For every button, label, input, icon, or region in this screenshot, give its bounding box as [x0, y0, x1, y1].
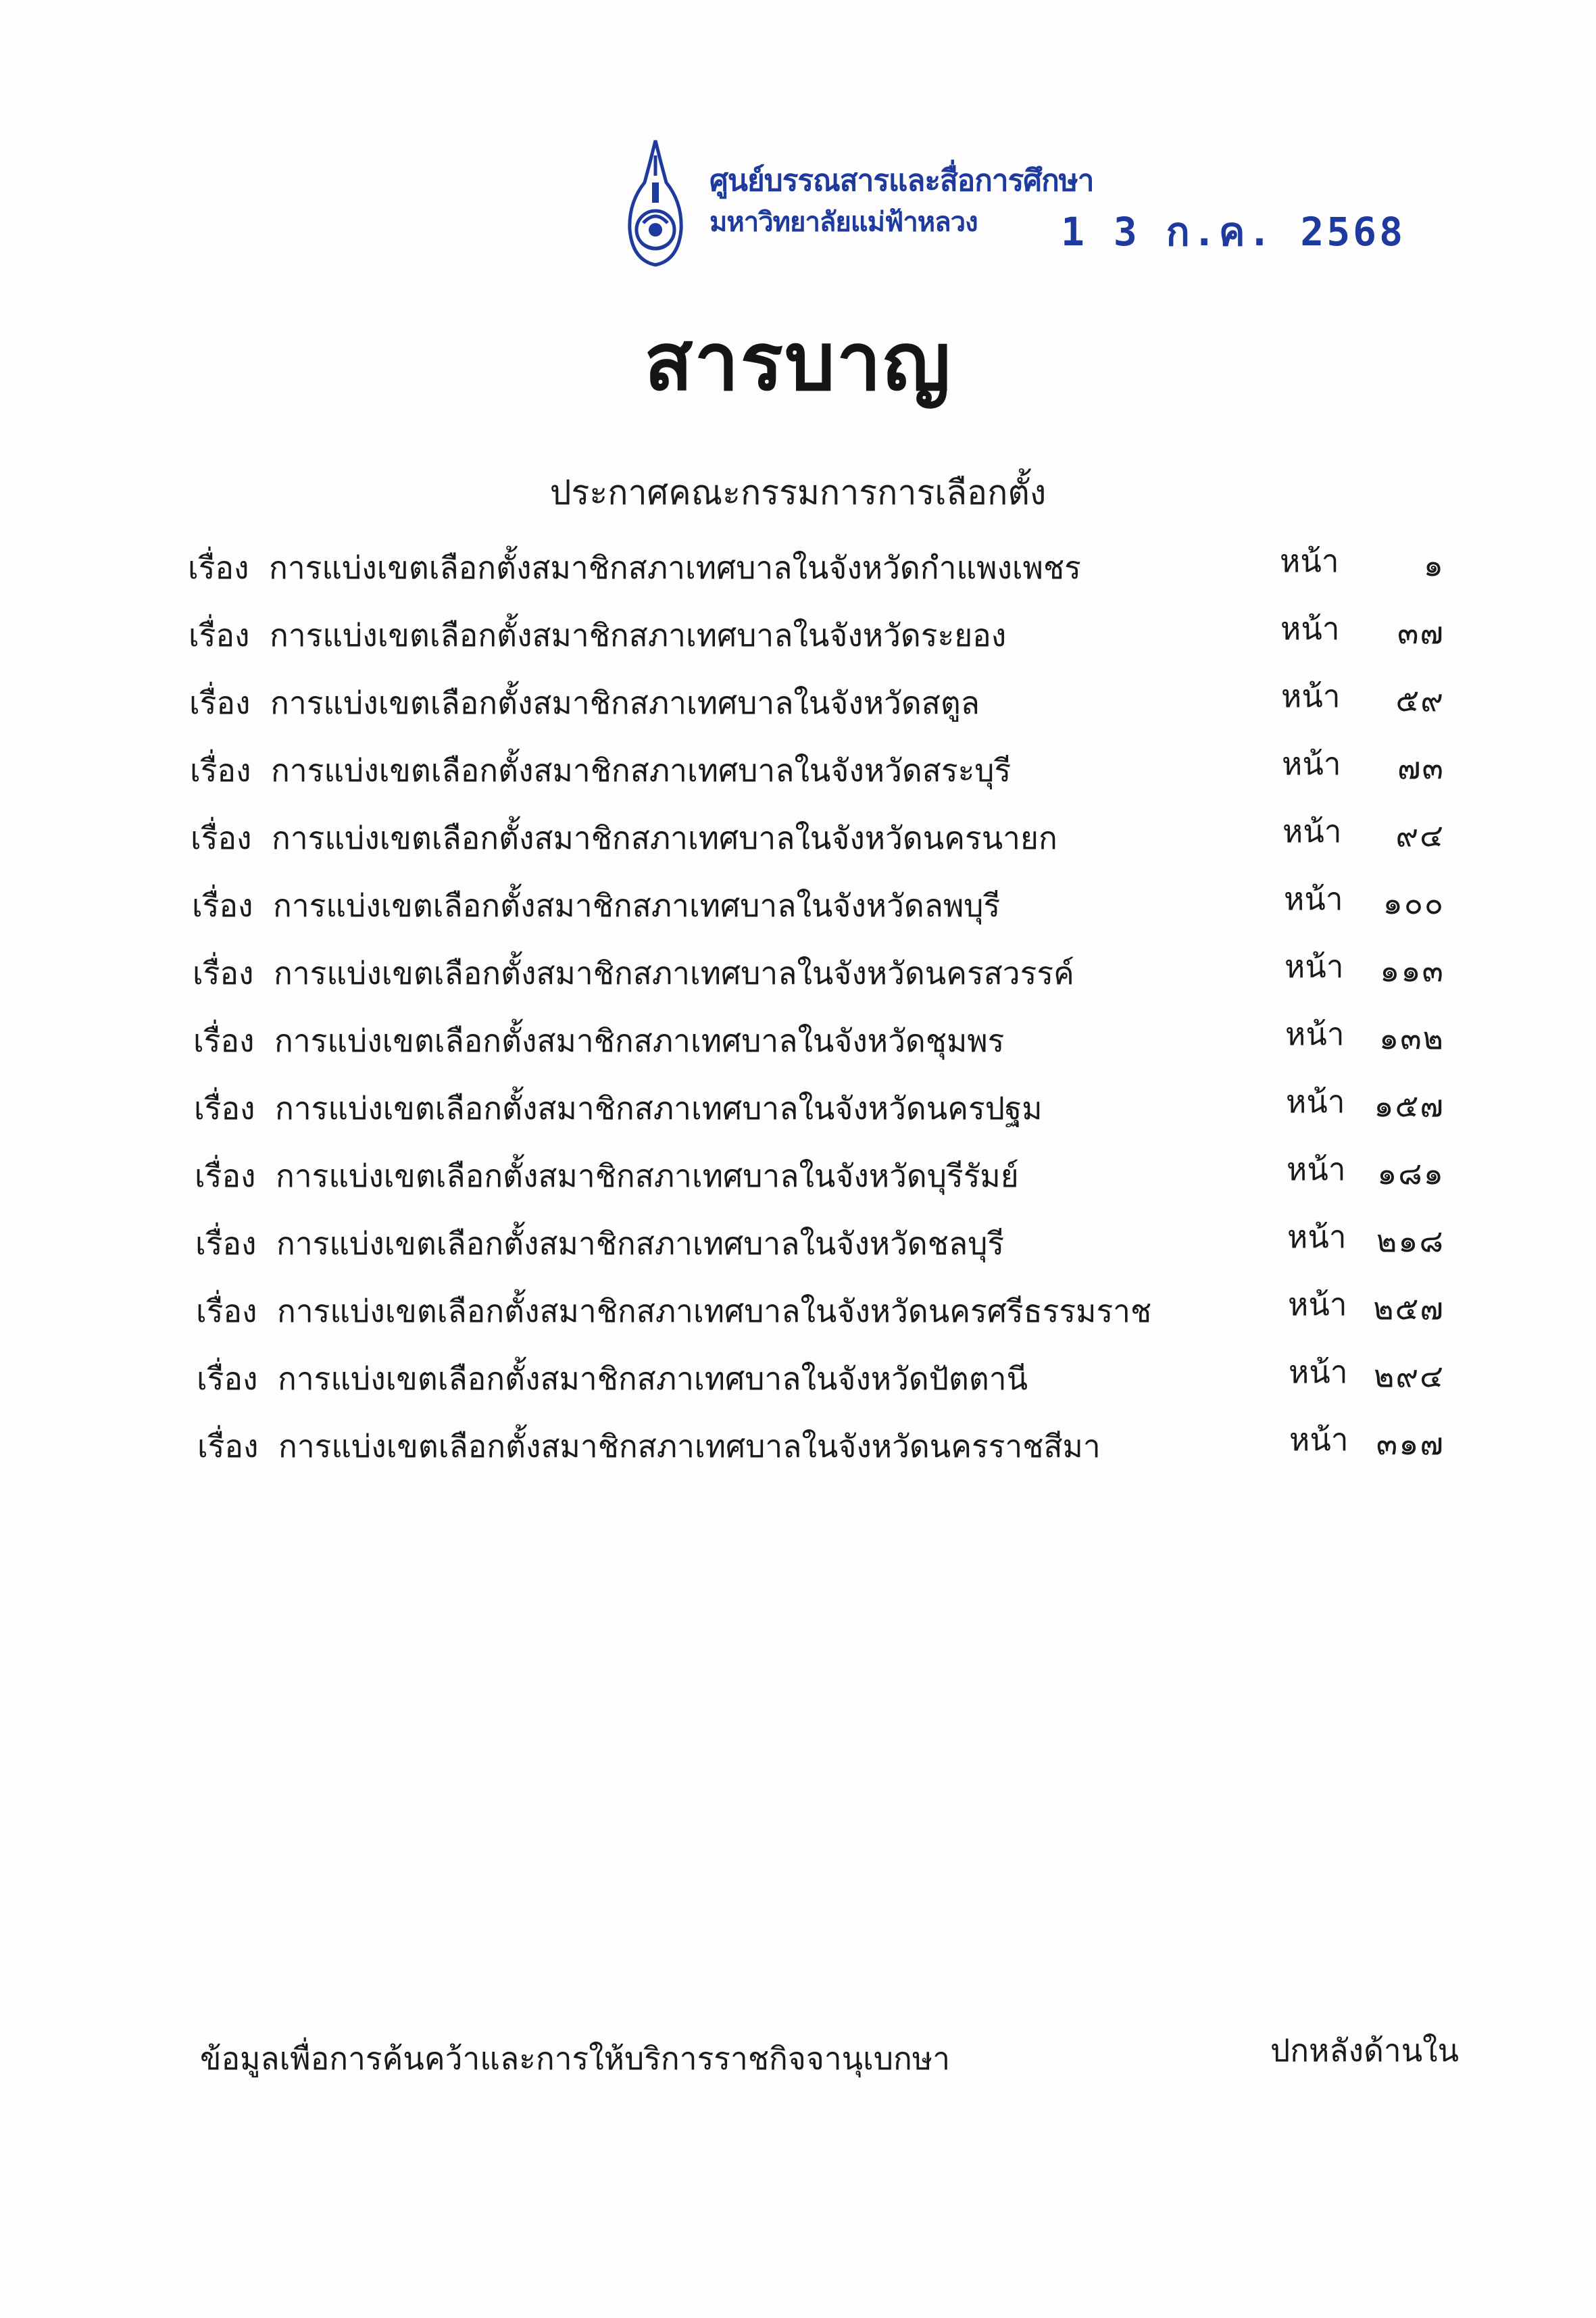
- library-stamp: [615, 135, 1406, 270]
- footer-page-position: ปกหลังด้านใน: [1270, 2032, 1460, 2069]
- toc-entry-title: การแบ่งเขตเลือกตั้งสมาชิกสภาเทศบาลในจังหวัดสระบุรี: [271, 752, 1012, 789]
- toc-entry-page-number: ๑๐๐: [1382, 885, 1445, 921]
- toc-entry-page-number: ๗๓: [1397, 749, 1445, 786]
- toc-entry-label: เรื่อง: [192, 887, 253, 924]
- toc-entry[interactable]: [195, 1210, 1458, 1277]
- toc-entry-page-number: ๕๙: [1395, 682, 1445, 718]
- toc-entry[interactable]: [190, 737, 1458, 804]
- section-subtitle: ประกาศคณะกรรมการการเลือกตั้ง: [549, 473, 1047, 512]
- toc-entry-page-number: ๑๘๑: [1377, 1155, 1445, 1191]
- toc-entry-title: การแบ่งเขตเลือกตั้งสมาชิกสภาเทศบาลในจังหวัดกำแพงเพชร: [269, 549, 1081, 586]
- toc-entry[interactable]: [188, 534, 1458, 601]
- toc-entry-page-label: หน้า: [1282, 813, 1342, 849]
- toc-entry-title: การแบ่งเขตเลือกตั้งสมาชิกสภาเทศบาลในจังหวัดบุรีรัมย์: [276, 1158, 1019, 1194]
- toc-entry-page-label: หน้า: [1281, 678, 1341, 714]
- toc-entry-page-label: หน้า: [1282, 745, 1341, 782]
- toc-entry-title: การแบ่งเขตเลือกตั้งสมาชิกสภาเทศบาลในจังหวัดสตูล: [270, 685, 980, 721]
- toc-entry-page-number: ๒๑๘: [1376, 1223, 1445, 1259]
- toc-entry-label: เรื่อง: [189, 685, 251, 721]
- toc-entry-title: การแบ่งเขตเลือกตั้งสมาชิกสภาเทศบาลในจังหวัดปัตตานี: [278, 1360, 1028, 1397]
- toc-entry-page-label: หน้า: [1284, 881, 1343, 917]
- table-of-contents: [188, 534, 1458, 1480]
- toc-entry-page-number: ๙๔: [1395, 817, 1445, 854]
- toc-entry-label: เรื่อง: [190, 752, 251, 789]
- toc-entry-title: การแบ่งเขตเลือกตั้งสมาชิกสภาเทศบาลในจังหวัดนครราชสีมา: [278, 1428, 1101, 1464]
- toc-entry-label: เรื่อง: [193, 1022, 255, 1059]
- toc-entry[interactable]: [193, 1007, 1458, 1075]
- toc-entry-page-number: ๓๗: [1397, 614, 1445, 651]
- toc-entry-label: เรื่อง: [195, 1158, 256, 1194]
- footer-note: ข้อมูลเพื่อการค้นคว้าและการให้บริการราชกิจจานุเบกษา: [200, 2040, 951, 2077]
- toc-entry-page-label: หน้า: [1285, 948, 1344, 985]
- toc-entry-title: การแบ่งเขตเลือกตั้งสมาชิกสภาเทศบาลในจังหวัดนครนายก: [272, 820, 1057, 856]
- toc-entry-page-label: หน้า: [1289, 1421, 1349, 1458]
- toc-entry[interactable]: [197, 1412, 1458, 1480]
- toc-entry-page-number: ๒๙๔: [1374, 1358, 1445, 1394]
- toc-entry-label: เรื่อง: [195, 1225, 257, 1262]
- toc-entry-label: เรื่อง: [189, 617, 250, 654]
- toc-entry[interactable]: [191, 804, 1458, 872]
- toc-entry-page-number: ๓๑๗: [1376, 1425, 1445, 1462]
- toc-entry[interactable]: [192, 872, 1458, 939]
- toc-entry-label: เรื่อง: [197, 1360, 258, 1397]
- toc-entry-page-number: ๑๑๓: [1380, 952, 1445, 989]
- toc-entry[interactable]: [193, 939, 1458, 1007]
- toc-entry[interactable]: [194, 1075, 1458, 1142]
- toc-entry-page-number: ๑๕๗: [1374, 1087, 1445, 1124]
- stamp-org-line1: ศูนย์บรรณสารและสื่อการศึกษา: [709, 164, 1094, 198]
- toc-entry-label: เรื่อง: [194, 1090, 255, 1127]
- toc-entry-label: เรื่อง: [193, 955, 254, 991]
- toc-entry[interactable]: [196, 1277, 1458, 1345]
- toc-entry[interactable]: [189, 601, 1458, 669]
- toc-entry-page-number: ๒๕๗: [1373, 1290, 1445, 1327]
- toc-entry[interactable]: [195, 1142, 1458, 1210]
- toc-entry-title: การแบ่งเขตเลือกตั้งสมาชิกสภาเทศบาลในจังหวัดนครปฐม: [275, 1090, 1043, 1127]
- toc-entry-page-label: หน้า: [1288, 1286, 1347, 1323]
- stamp-org-line2: มหาวิทยาลัยแม่ฟ้าหลวง: [709, 207, 978, 238]
- toc-entry-title: การแบ่งเขตเลือกตั้งสมาชิกสภาเทศบาลในจังหวัดระยอง: [270, 617, 1007, 654]
- toc-entry-page-label: หน้า: [1287, 1151, 1346, 1187]
- toc-entry-page-number: ๑: [1423, 547, 1445, 583]
- toc-entry-label: เรื่อง: [196, 1293, 257, 1329]
- toc-entry[interactable]: [197, 1345, 1458, 1412]
- university-seal-icon: [615, 135, 696, 270]
- page-title: สารบาญ: [644, 315, 952, 408]
- toc-entry-page-label: หน้า: [1286, 1083, 1345, 1120]
- toc-entry-title: การแบ่งเขตเลือกตั้งสมาชิกสภาเทศบาลในจังหวัดนครสวรรค์: [274, 955, 1074, 991]
- toc-entry-title: การแบ่งเขตเลือกตั้งสมาชิกสภาเทศบาลในจังหวัดลพบุรี: [273, 887, 1001, 924]
- toc-entry-page-number: ๑๓๒: [1379, 1020, 1445, 1056]
- toc-entry-title: การแบ่งเขตเลือกตั้งสมาชิกสภาเทศบาลในจังหวัดชลบุรี: [276, 1225, 1005, 1262]
- toc-entry-page-label: หน้า: [1280, 610, 1340, 647]
- toc-entry[interactable]: [189, 669, 1458, 737]
- toc-entry-page-label: หน้า: [1289, 1354, 1348, 1390]
- toc-entry-title: การแบ่งเขตเลือกตั้งสมาชิกสภาเทศบาลในจังหวัดชุมพร: [274, 1022, 1005, 1059]
- toc-entry-label: เรื่อง: [191, 820, 252, 856]
- toc-entry-label: เรื่อง: [197, 1428, 259, 1464]
- toc-entry-label: เรื่อง: [188, 549, 249, 586]
- toc-entry-title: การแบ่งเขตเลือกตั้งสมาชิกสภาเทศบาลในจังหวัดนครศรีธรรมราช: [277, 1293, 1152, 1329]
- toc-entry-page-label: หน้า: [1287, 1218, 1347, 1255]
- toc-entry-page-label: หน้า: [1280, 543, 1339, 579]
- toc-entry-page-label: หน้า: [1285, 1016, 1345, 1052]
- stamp-date: 1 3 ก.ค. 2568: [1061, 209, 1406, 255]
